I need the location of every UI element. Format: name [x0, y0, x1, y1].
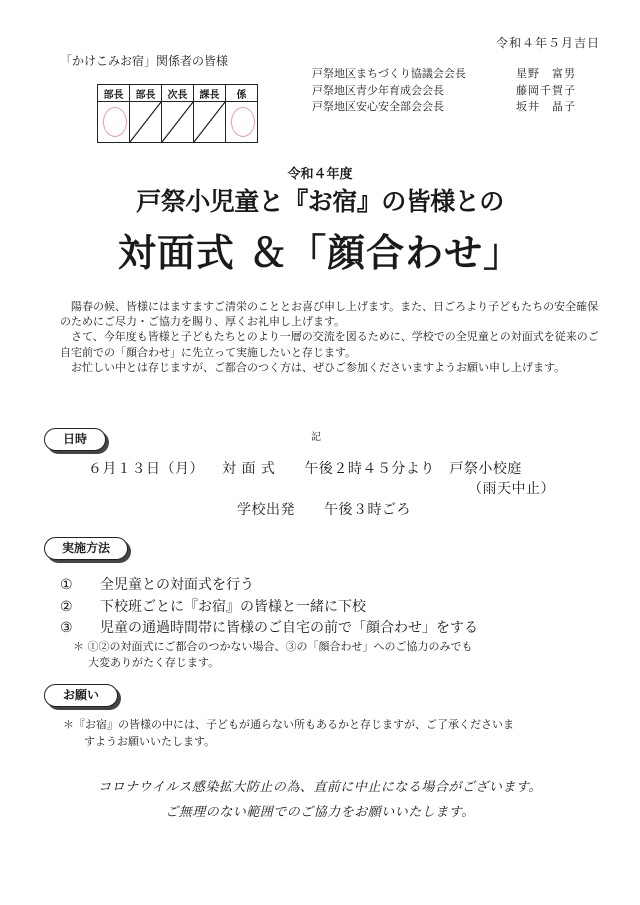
list-item	[60, 618, 478, 640]
item-text: 全児童との対面式を行う	[100, 577, 254, 593]
ki-mark: 記	[311, 432, 321, 443]
item-number: ③	[60, 620, 73, 636]
schedule-time: 午後３時ごろ	[324, 502, 411, 518]
sender-row	[312, 66, 576, 83]
body-paragraph: お忙しい中とは存じますが、ご都合のつく方は、ぜひご参加くださいますようお願い申し上げます。	[71, 360, 566, 374]
request-note	[63, 716, 603, 750]
sender-list	[312, 66, 576, 116]
title-line-2: 対面式 ＆「顔合わせ」	[117, 231, 523, 275]
seal-icon	[103, 107, 127, 137]
item-text: 下校班ごとに『お宿』の皆様と一緒に下校	[100, 598, 366, 615]
note-line: 大変ありがたく存じます。	[88, 656, 220, 669]
issue-date: 令和４年５月吉日	[495, 36, 600, 50]
sender-name: 星野 富男	[516, 67, 576, 80]
stamp-cell	[226, 102, 258, 143]
section-tag-datetime: 日時	[44, 428, 106, 451]
stamp-cell	[98, 102, 130, 143]
stamp-cell	[194, 102, 226, 143]
strike-icon	[194, 102, 225, 142]
note-line: すようお願いいたします。	[84, 735, 216, 748]
stamp-header: 部長	[98, 85, 130, 102]
item-text: 児童の通過時間帯に皆様のご自宅の前で「顔合わせ」をする	[100, 620, 478, 636]
sender-role: 戸祭地区安心安全部会会長	[312, 100, 444, 113]
sender-role: 戸祭地区まちづくり協議会会長	[312, 67, 466, 80]
strike-icon	[130, 102, 161, 142]
stamp-cell	[162, 102, 194, 143]
schedule-line-3	[237, 499, 411, 519]
schedule-line-1	[88, 458, 522, 478]
schedule-place: 戸祭小校庭	[449, 461, 522, 477]
sender-role: 戸祭地区青少年育成会会長	[312, 83, 444, 97]
method-list	[60, 575, 478, 640]
stamp-cell	[130, 102, 162, 143]
method-note	[73, 639, 563, 671]
stamp-header: 次長	[162, 85, 194, 102]
closing-note	[0, 775, 640, 825]
stamp-header: 課長	[194, 85, 226, 102]
greeting-body	[60, 299, 600, 375]
sender-row	[312, 83, 576, 100]
note-line: ＊『お宿』の皆様の中には、子どもが通らない所もあるかと存じますが、ご了承くださいま	[63, 718, 514, 731]
strike-icon	[162, 102, 193, 142]
sender-row	[312, 99, 576, 116]
item-number: ①	[60, 577, 73, 593]
seal-icon	[231, 107, 255, 137]
body-paragraph: さて、今年度も皆様と子どもたちとのより一層の交流を図るために、学校での全児童との対面式を従来のご自宅前での「顔合わせ」に先立って実施したいと存じます。	[60, 330, 599, 359]
list-item	[60, 575, 478, 597]
title-line-1: 戸祭小児童と『お宿』の皆様との	[136, 187, 504, 216]
approval-stamp-box	[97, 84, 258, 143]
sender-name: 藤岡千賀子	[516, 83, 576, 97]
schedule-time: 午後２時４５分より	[304, 461, 435, 477]
sender-name: 坂井 晶子	[516, 100, 576, 113]
section-tag-request: お願い	[44, 684, 118, 707]
schedule-date: ６月１３日（月）	[88, 461, 204, 477]
addressee: 「かけこみお宿」関係者の皆様	[60, 54, 229, 68]
stamp-header: 係	[226, 85, 258, 102]
title-year: 令和４年度	[287, 167, 353, 182]
section-tag-method: 実施方法	[44, 537, 128, 560]
list-item	[60, 597, 478, 619]
schedule-event: 対 面 式	[222, 461, 276, 477]
closing-line: ご無理のない範囲でのご協力をお願いいたします。	[165, 805, 475, 820]
item-number: ②	[60, 598, 73, 615]
body-paragraph: 陽春の候、皆様にはますますご清栄のこととお喜び申し上げます。また、日ごろより子どもたちの安全確保のためにご尽力・ご協力を賜り、厚くお礼申し上げます。	[60, 300, 599, 329]
note-line: ＊ ①②の対面式にご都合のつかない場合、③の「顔合わせ」へのご協力のみでも	[73, 640, 473, 653]
schedule-rain-note: （雨天中止）	[468, 481, 555, 497]
closing-line: コロナウイルス感染拡大防止の為、直前に中止になる場合がございます。	[98, 780, 542, 795]
schedule-event: 学校出発	[237, 502, 295, 518]
stamp-header: 部長	[130, 85, 162, 102]
